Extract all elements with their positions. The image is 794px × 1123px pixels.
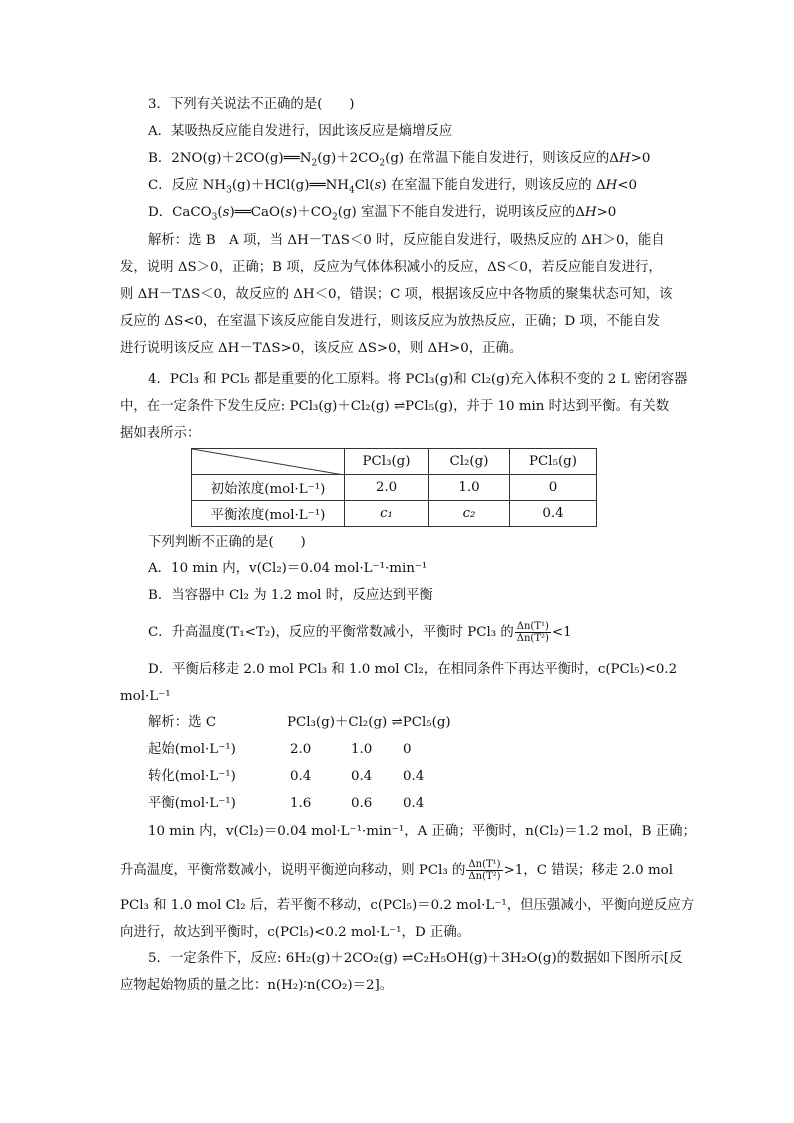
table-header: PCl₃(g) — [345, 449, 429, 475]
solution-value: 0.4 — [403, 769, 425, 784]
table-header-row — [192, 449, 597, 475]
q3-answer-line-2: 发，说明 ΔS＞0，正确；B 项，反应为气体体积减小的反应，ΔS＜0，若反应能自发进行， — [120, 260, 662, 275]
fraction: $\frac{\text{Δn(T¹)}}{\text{Δn(T²)}}$ — [468, 859, 501, 882]
q4-option-b: B．当容器中 Cl₂ 为 1.2 mol 时，反应达到平衡 — [148, 588, 433, 603]
q3-answer-line-5: 进行说明该反应 ΔH－TΔS>0，该反应 ΔS>0，则 ΔH>0，正确。 — [120, 341, 523, 356]
table-cell: 0.4 — [510, 501, 597, 527]
solution-value: 0 — [403, 742, 412, 757]
solution-value: 2.0 — [290, 742, 312, 757]
solution-row-label: 平衡(mol·L⁻¹) — [148, 796, 236, 811]
q4-option-a: A．10 min 内，v(Cl₂)＝0.04 mol·L⁻¹·min⁻¹ — [148, 561, 428, 576]
table-cell: c₂ — [429, 501, 510, 527]
fraction: $\frac{\text{Δn(T¹)}}{\text{Δn(T²)}}$ — [516, 621, 549, 644]
q3-answer-line-4: 反应的 ΔS<0，在室温下该反应能自发进行，则该反应为放热反应，正确；D 项，不能自发 — [120, 314, 660, 329]
q3-option-d: D．$CaCO_3(s)══CaO(s)+CO_2(g)$ 室温下不能自发进行，说明该反应的ΔH>0 — [148, 205, 617, 223]
row-label: 平衡浓度(mol·L⁻¹) — [192, 501, 345, 527]
solution-row-label: 起始(mol·L⁻¹) — [148, 742, 236, 757]
q4-option-c: C．升高温度(T₁<T₂)，反应的平衡常数减小，平衡时 PCl₃ 的 $\frac{\text{Δn(T¹)}}{\text{Δn(T²)}}$ <1 — [148, 621, 572, 644]
q3-option-b: B．$2NO(g)+2CO(g)══N_2(g)+2CO_2(g)$ 在常温下能自发进行，则该反应的ΔH>0 — [148, 151, 651, 169]
solution-value: 1.0 — [351, 742, 373, 757]
solution-value: 0.4 — [351, 769, 373, 784]
table-cell: c₁ — [345, 501, 429, 527]
q4-option-d-line-1: D．平衡后移走 2.0 mol PCl₃ 和 1.0 mol Cl₂，在相同条件下再达平衡时，c(PCl₅)<0.2 — [148, 662, 678, 677]
q4-ask: 下列判断不正确的是( ) — [148, 535, 306, 550]
solution-line-3: PCl₃ 和 1.0 mol Cl₂ 后，若平衡不移动，c(PCl₅)＝0.2 mol·L⁻¹，但压强减小，平衡向逆反应方 — [120, 898, 695, 913]
solution-equation: PCl₃(g)＋Cl₂(g) ⇌PCl₅(g) — [287, 715, 451, 730]
table-row — [192, 475, 597, 501]
q4-stem-line-2: 中，在一定条件下发生反应: PCl₃(g)＋Cl₂(g) ⇌PCl₅(g)，并于 10 min 时达到平衡。有关数 — [120, 399, 670, 414]
solution-value: 0.4 — [403, 796, 425, 811]
q4-stem-line-3: 据如表所示： — [120, 426, 201, 441]
solution-value: 0.4 — [290, 769, 312, 784]
row-label: 初始浓度(mol·L⁻¹) — [192, 475, 345, 501]
table-header: PCl₅(g) — [510, 449, 597, 475]
q4-option-d-line-2: mol·L⁻¹ — [120, 689, 171, 704]
q3-stem: 3．下列有关说法不正确的是( ) — [148, 97, 355, 112]
table-cell: 2.0 — [345, 475, 429, 501]
solution-line-1: 10 min 内，v(Cl₂)＝0.04 mol·L⁻¹·min⁻¹，A 正确；平衡时，n(Cl₂)＝1.2 mol，B 正确； — [148, 824, 696, 839]
q4-data-table — [191, 448, 597, 527]
q3-option-a: A．某吸热反应能自发进行，因此该反应是熵增反应 — [148, 124, 453, 139]
table-cell: 0 — [510, 475, 597, 501]
solution-value: 1.6 — [290, 796, 312, 811]
table-cell: 1.0 — [429, 475, 510, 501]
solution-head: 解析：选 C — [148, 715, 217, 730]
solution-value: 0.6 — [351, 796, 373, 811]
table-corner-cell — [192, 449, 345, 475]
q4-stem-line-1: 4．PCl₃ 和 PCl₅ 都是重要的化工原料。将 PCl₃(g)和 Cl₂(g)充入体积不变的 2 L 密闭容器 — [148, 372, 688, 387]
q3-option-c: C．反应 $NH_3(g)+HCl(g)══NH_4Cl(s)$ 在室温下能自发进行，则该反应的 ΔH<0 — [148, 178, 638, 196]
q5-stem-line-2: 应物起始物质的量之比：n(H₂)∶n(CO₂)＝2]。 — [120, 978, 394, 993]
q3-answer-line-1: 解析：选 B A 项，当 ΔH－TΔS＜0 时，反应能自发进行，吸热反应的 ΔH＞0，能自 — [148, 233, 665, 248]
solution-row-label: 转化(mol·L⁻¹) — [148, 769, 236, 784]
solution-line-2: 升高温度，平衡常数减小，说明平衡逆向移动，则 PCl₃ 的 $\frac{\text{Δn(T¹)}}{\text{Δn(T²)}}$ >1，C 错误；移走 2.0 mol — [120, 859, 673, 882]
q5-stem-line-1: 5．一定条件下，反应: 6H₂(g)＋2CO₂(g) ⇌C₂H₅OH(g)＋3H₂O(g)的数据如下图所示[反 — [148, 951, 683, 966]
table-row — [192, 501, 597, 527]
table-header: Cl₂(g) — [429, 449, 510, 475]
diagonal-line — [192, 449, 344, 475]
solution-line-4: 向进行，故达到平衡时，c(PCl₅)<0.2 mol·L⁻¹，D 正确。 — [120, 925, 471, 940]
q3-answer-line-3: 则 ΔH－TΔS＜0，故反应的 ΔH＜0，错误；C 项，根据该反应中各物质的聚集状态可知，该 — [120, 287, 673, 302]
